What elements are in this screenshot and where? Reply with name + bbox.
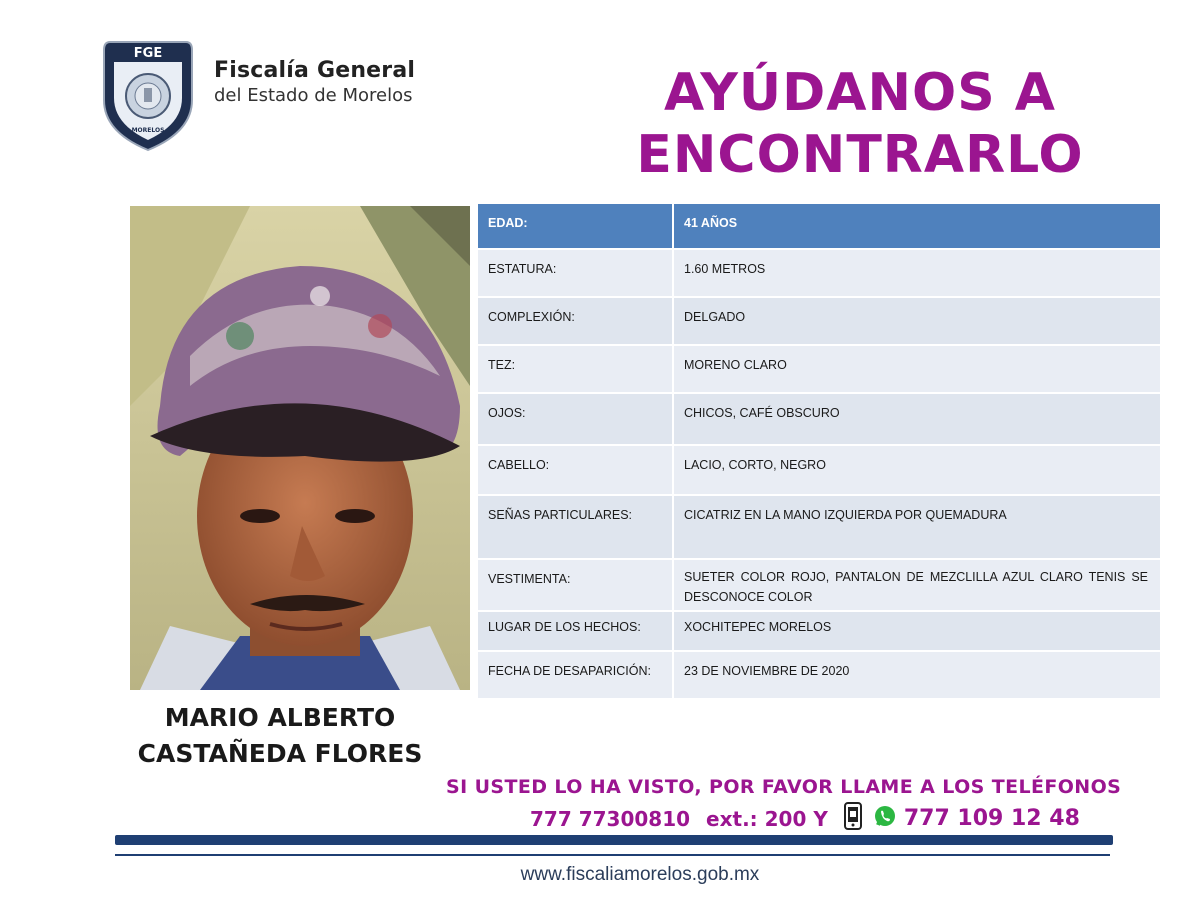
row-value: CICATRIZ EN LA MANO IZQUIERDA POR QUEMADURA — [684, 508, 1007, 522]
row-value: XOCHITEPEC MORELOS — [684, 620, 832, 634]
row-label: ESTATURA: — [478, 250, 674, 296]
mobile-phone-icon — [844, 802, 862, 835]
row-label: COMPLEXIÓN: — [478, 298, 674, 344]
table-row — [478, 346, 1160, 392]
row-value: CHICOS, CAFÉ OBSCURO — [684, 406, 840, 420]
svg-text:FGE: FGE — [133, 46, 163, 61]
footer-divider-thick — [115, 835, 1113, 845]
missing-person-name — [110, 700, 450, 772]
table-row — [478, 298, 1160, 344]
row-value: 41 AÑOS — [684, 216, 738, 230]
fge-badge-logo — [102, 36, 194, 152]
name-line-1: MARIO ALBERTO — [164, 703, 396, 732]
table-row — [478, 446, 1160, 494]
table-row — [478, 652, 1160, 698]
row-label: FECHA DE DESAPARICIÓN: — [478, 652, 674, 698]
contact-call-to-action: SI USTED LO HA VISTO, POR FAVOR LLAME A LOS TELÉFONOS — [446, 776, 1122, 798]
row-label: SEÑAS PARTICULARES: — [478, 496, 674, 558]
headline — [560, 62, 1160, 186]
table-row — [478, 204, 1160, 248]
row-value: SUETER COLOR ROJO, PANTALON DE MEZCLILLA AZUL CLARO TENIS SE DESCONOCE COLOR — [684, 570, 1148, 604]
row-label: TEZ: — [478, 346, 674, 392]
table-row — [478, 612, 1160, 650]
table-row — [478, 394, 1160, 444]
footer-divider-thin — [115, 854, 1110, 856]
headline-line-1: AYÚDANOS A — [663, 63, 1057, 123]
table-row — [478, 496, 1160, 558]
row-value: 23 DE NOVIEMBRE DE 2020 — [684, 664, 850, 678]
row-label: EDAD: — [478, 204, 674, 248]
phone-number-2: 777 109 12 48 — [903, 806, 1080, 831]
description-table — [478, 204, 1160, 700]
org-subtitle: del Estado de Morelos — [214, 85, 413, 106]
row-value: 1.60 METROS — [684, 262, 766, 276]
org-name: Fiscalía General — [214, 58, 416, 83]
whatsapp-icon — [874, 805, 896, 832]
website-link[interactable]: www.fiscaliamorelos.gob.mx — [520, 864, 760, 885]
row-value: LACIO, CORTO, NEGRO — [684, 458, 826, 472]
row-label: LUGAR DE LOS HECHOS: — [478, 612, 674, 650]
name-line-2: CASTAÑEDA FLORES — [137, 739, 423, 768]
table-row — [478, 250, 1160, 296]
row-value: DELGADO — [684, 310, 746, 324]
row-value: MORENO CLARO — [684, 358, 787, 372]
missing-person-photo — [130, 206, 470, 690]
contact-phones — [530, 802, 1080, 835]
phone-number-1: 777 77300810 — [530, 806, 691, 831]
organization-name — [214, 58, 415, 108]
row-label: CABELLO: — [478, 446, 674, 494]
row-label: OJOS: — [478, 394, 674, 444]
phone-extension: ext.: 200 Y — [706, 806, 828, 831]
svg-text:MORELOS: MORELOS — [131, 127, 165, 134]
table-row — [478, 560, 1160, 610]
row-label: VESTIMENTA: — [478, 560, 674, 610]
headline-line-2: ENCONTRARLO — [636, 125, 1084, 185]
